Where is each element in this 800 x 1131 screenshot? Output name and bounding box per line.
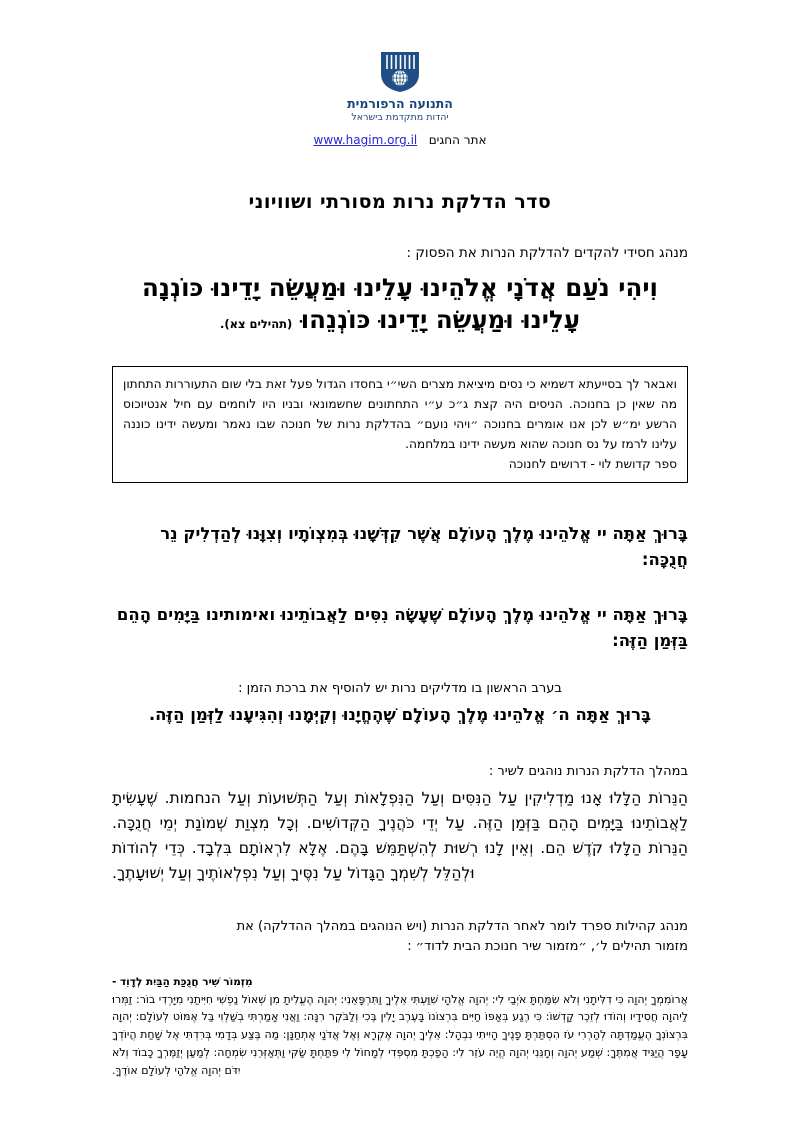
site-label: אתר החגים bbox=[428, 133, 487, 148]
hanerot-lead: במהלך הדלקת הנרות נוהגים לשיר : bbox=[488, 763, 688, 779]
blessing-candles: בָּרוּךְ אַתָּה יי אֱלֹהֵינוּ מֶלֶךְ הָעוֹלָם אֲשֶׁר קִדְּשָׁנוּ בְּמִצְוֹתָיו וְצִוָּנוּ לְהַדְלִיק נֵר חֲנֻכָּה: bbox=[160, 524, 688, 569]
commentary-text: ואבאר לך בסייעתא דשמיא כי נסים מיציאת מצרים השי״י בחסדו הגדול פעל זאת בלי שום התעוררות התחתון מה שאין כן בחנוכה. הניסים היה קצת ג״כ ע״י התחתונים שחשמונאי ובניו היו לוחמים עם חיל אנטיוכוס הרשע ימ״ש לכן אנו אומרים בחנוכה ״ויהי נועם״ בהדלקת נרות של חנוכה שבו נאמר ומעשה ידינו כוננה עלינו לרמז על נס חנוכה שהוא מעשה ידינו במלחמה. bbox=[123, 377, 677, 451]
page-title: סדר הדלקת נרות מסורתי ושוויוני bbox=[248, 191, 552, 214]
intro-note: מנהג חסידי להקדים להדלקת הנרות את הפסוק : bbox=[406, 245, 688, 262]
opening-verse-period: . bbox=[219, 316, 225, 331]
hanerot-halalu-text: הַנֵּרוֹת הַלָּלוּ אָנוּ מַדְלִיקִין עַל הַנִּסִּים וְעַל הַנִּפְלָאוֹת וְעַל הַתְּשׁוּעוֹת וְעַל הנחמות. שֶׁעָשִׂיתָ לַאֲבוֹתֵינוּ בַּיָּמִים הָהֵם בַּזְּמַן הַזֶּה. עַל יְדֵי כֹּהֲנֶיךָ הַקְּדוֹשִׁים. וְכָל מִצְוַת שְׁמוֹנַת יְמֵי חֲנֻכָּה. הַנֵּרוֹת הַלָּלוּ קֹדֶשׁ הֵם. וְאֵין לָנוּ רְשׁוּת לְהִשְׁתַּמֵּשׁ בָּהֶם. אֶלָּא לִרְאוֹתָם בִּלְבָד. כְּדֵי לְהוֹדוֹת וּלְהַלֵּל לְשִׁמְךָ הַגָּדוֹל עַל נִסֶּיךָ וְעַל נִפְלְאוֹתֶיךָ וְעַל יְשׁוּעָתֶךָ. bbox=[112, 789, 688, 883]
psalm-text: אֲרוֹמִמְךָ יְהוָה כִּי דִלִּיתָנִי וְלֹא שִׂמַּחְתָּ אֹיְבַי לִי: יְהוָה אֱלֹהָי שִׁוַּעְתִּי אֵלֶיךָ וַתִּרְפָּאֵנִי: יְהוָה הֶעֱלִיתָ מִן שְׁאוֹל נַפְשִׁי חִיִּיתַנִי מִיָּרְדִי בוֹר: זַמְּרוּ לַיהוָה חֲסִידָיו וְהוֹדוּ לְזֵכֶר קָדְשׁוֹ: כִּי רֶגַע בְּאַפּוֹ חַיִּים בִּרְצוֹנוֹ בָּעֶרֶב יָלִין בֶּכִי וְלַבֹּקֶר רִנָּה: וַאֲנִי אָמַרְתִּי בְשַׁלְוִי בַּל אֶמּוֹט לְעוֹלָם: יְהוָה בִּרְצוֹנְךָ הֶעֱמַדְתָּה לְהַרְרִי עֹז הִסְתַּרְתָּ פָנֶיךָ הָיִיתִי נִבְהָל: אֵלֶיךָ יְהוָה אֶקְרָא וְאֶל אֲדֹנָי אֶתְחַנָּן: מַה בֶּצַע בְּדָמִי בְּרִדְתִּי אֶל שָׁחַת הֲיוֹדְךָ עָפָר הֲיַגִּיד אֲמִתֶּךָ: שְׁמַע יְהוָה וְחָנֵּנִי יְהוָה הֱיֵה עֹזֵר לִי: הָפַכְתָּ מִסְפְּדִי לְמָחוֹל לִי פִּתַּחְתָּ שַׂקִּי וַתְּאַזְּרֵנִי שִׂמְחָה: לְמַעַן יְזַמֶּרְךָ כָבוֹד וְלֹא יִדֹּם יְהוָה אֱלֹהַי לְעוֹלָם אוֹדֶךָּ. bbox=[112, 992, 688, 1077]
psalm-lead-line-2: מזמור תהילים ל׳, ״מזמור שיר חנוכת הבית לדוד״ : bbox=[407, 938, 688, 954]
site-line bbox=[0, 133, 800, 147]
opening-verse-source: (תהילים צא) bbox=[224, 316, 293, 331]
organization-name: התנועה הרפורמית bbox=[347, 96, 453, 111]
opening-verse-line-2: עָלֵינוּ וּמַעֲשֵׂה יָדֵינוּ כּוֹנְנֵהוּ bbox=[300, 304, 581, 334]
commentary-box bbox=[112, 366, 688, 483]
blessing-shehecheyanu: בָּרוּךְ אַתָּה ה׳ אֱלֹהֵינוּ מֶלֶךְ הָעוֹלָם שֶׁהֶחֱיָנוּ וְקִיְּמָנוּ וְהִגִּיעָנוּ לַזְּמַן הַזֶּה. bbox=[148, 704, 652, 724]
shehecheyanu-note: בערב הראשון בו מדליקים נרות יש להוסיף את ברכת הזמן : bbox=[238, 681, 562, 697]
site-url-link[interactable]: www.hagim.org.il bbox=[313, 133, 418, 148]
opening-verse-line-2-wrap bbox=[112, 304, 688, 336]
document-content bbox=[0, 243, 800, 1079]
organization-subtitle: יהדות מתקדמת בישראל bbox=[351, 112, 449, 124]
opening-verse bbox=[112, 272, 688, 337]
reform-movement-crest-icon bbox=[377, 48, 423, 94]
psalm-title: מִזְמוֹר שִׁיר חֲנֻכַּת הַבַּיִת לְדָוִד - bbox=[112, 975, 253, 988]
commentary-source: ספר קדושת לוי - דרושים לחנוכה bbox=[508, 457, 677, 472]
psalm-lead bbox=[112, 917, 688, 957]
blessing-sheasa-nissim: בָּרוּךְ אַתָּה יי אֱלֹהֵינוּ מֶלֶךְ הָעוֹלָם שֶׁעָשָׂה נִסִּים לַאֲבוֹתֵינוּ ואימותינו בַּיָּמִים הָהֵם בַּזְּמַן הַזֶּה: bbox=[116, 605, 688, 650]
opening-verse-line-1: וִיהִי נֹעַם אֲדֹנָי אֱלֹהֵינוּ עָלֵינוּ וּמַעֲשֵׂה יָדֵינוּ כּוֹנְנָה bbox=[142, 272, 658, 302]
organization-logo bbox=[347, 48, 453, 124]
document-header bbox=[0, 0, 800, 147]
psalm-lead-line-1: מנהג קהילות ספרד לומר לאחר הדלקת הנרות (ויש הנוהגים במהלך ההדלקה) את bbox=[236, 918, 688, 934]
